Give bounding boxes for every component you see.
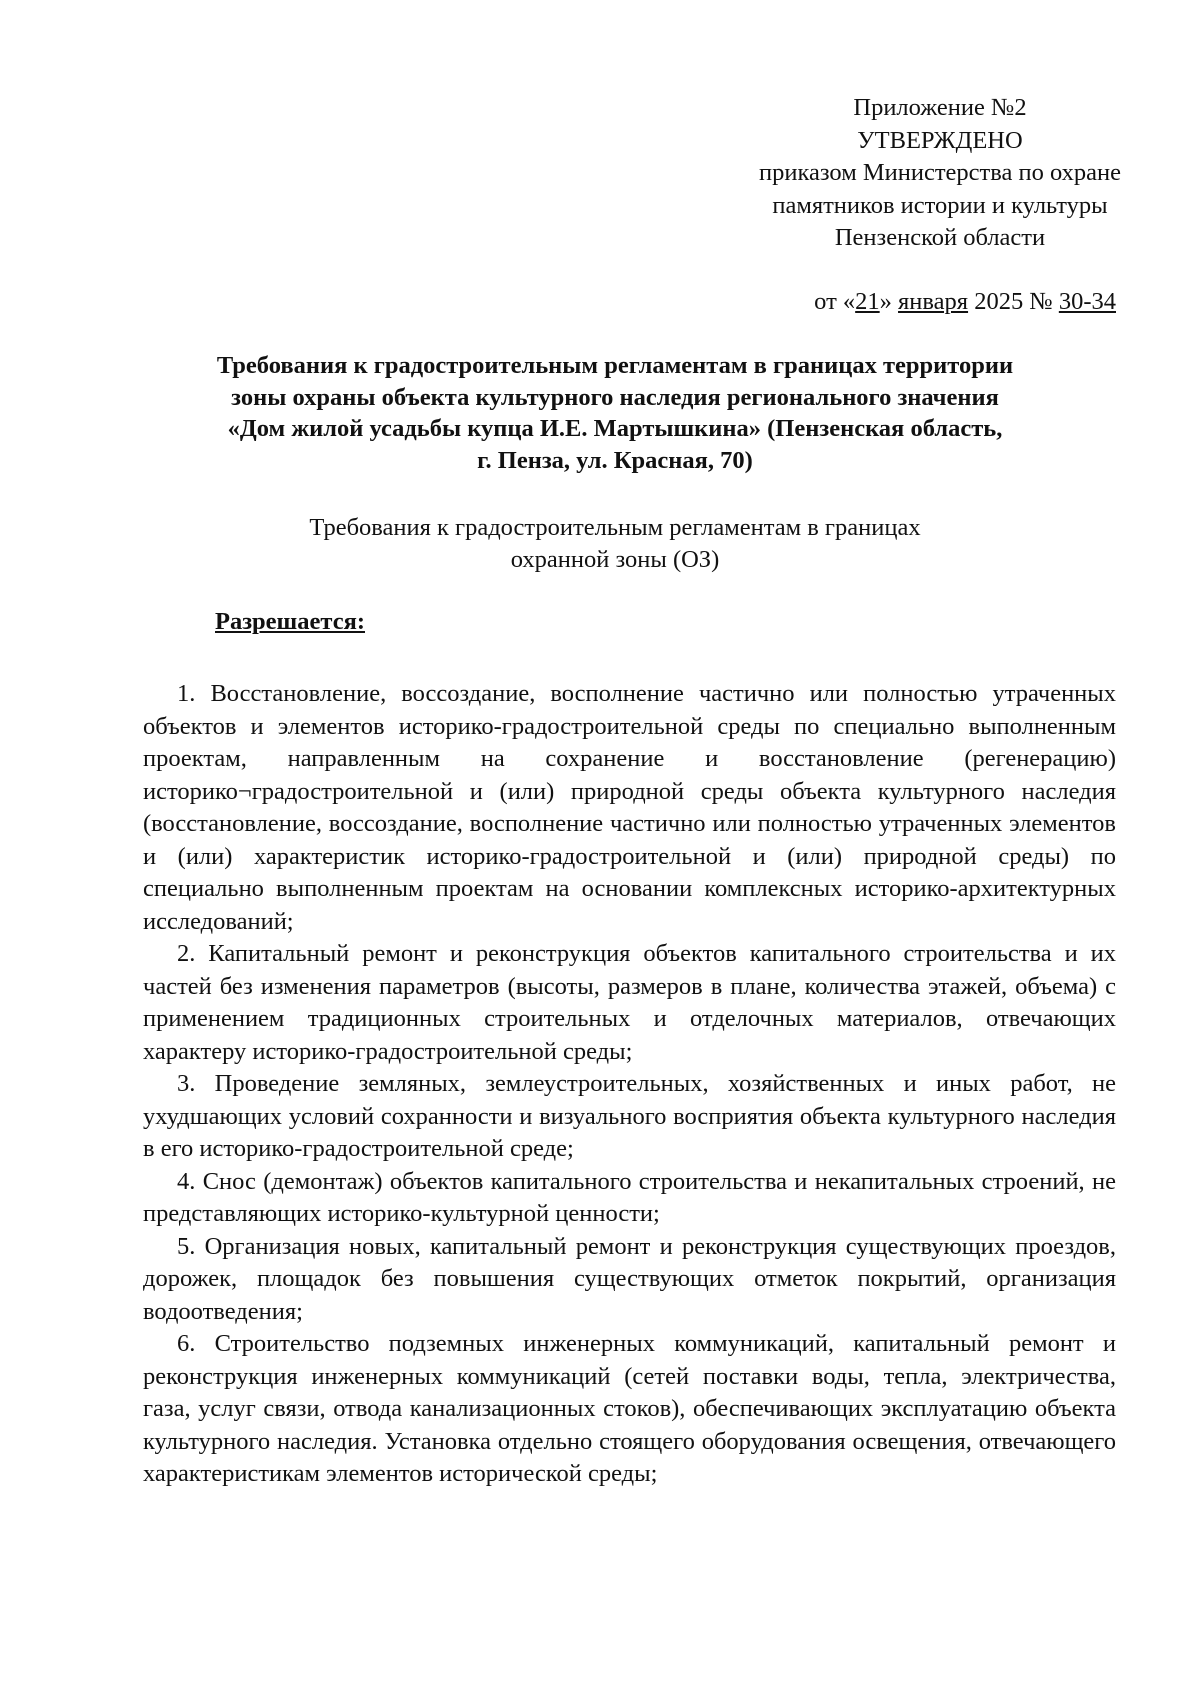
title-line-2: зоны охраны объекта культурного наследия регионального значения bbox=[231, 383, 999, 411]
date-day: 21 bbox=[855, 287, 880, 315]
list-item: 2. Капитальный ремонт и реконструкция объектов капитального строительства и их частей без изменения параметров (высоты, размеров в плане, количества этажей, объема) с применением традиционных строительных и отделочных материалов, отвечающих характеру историко-градостроительной среды; bbox=[143, 940, 1116, 1065]
list-item: 6. Строительство подземных инженерных коммуникаций, капитальный ремонт и реконструкция инженерных коммуникаций (сетей поставки воды, тепла, электричества, газа, услуг связи, отвода канализационных стоков), обеспечивающих эксплуатацию объекта культурного наследия. Установка отдельно стоящего оборудования освещения, отвечающего характеристикам элементов исторической среды; bbox=[143, 1330, 1116, 1487]
order-line-1: приказом Министерства по охране bbox=[759, 159, 1121, 186]
order-line-3: Пензенской области bbox=[834, 224, 1046, 251]
document-title bbox=[130, 350, 1100, 476]
order-line-2: памятников истории и культуры bbox=[772, 191, 1108, 219]
order-number: 30-34 bbox=[1058, 287, 1116, 315]
items-list bbox=[143, 678, 1116, 1491]
approved-label: УТВЕРЖДЕНО bbox=[857, 126, 1023, 154]
subtitle-line-2: охранной зоны (ОЗ) bbox=[510, 545, 720, 573]
list-item: 1. Восстановление, воссоздание, восполнение частично или полностью утраченных объектов и элементов историко-градостроительной среды по специально выполненным проектам, направленным на сохранение и восстановление (регенерацию) историко¬градостроительной и (или) природной среды объекта культурного наследия (восстановление, воссоздание, восполнение частично или полностью утраченных элементов и (или) характеристик историко-градостроительной и (или) природной среды) по специально выполненным проектам на основании комплексных историко-архитектурных исследований; bbox=[143, 680, 1116, 935]
section-heading: Разрешается: bbox=[215, 608, 365, 635]
list-item: 5. Организация новых, капитальный ремонт и реконструкция существующих проездов, дорожек, площадок без повышения существующих отметок покрытий, организация водоотведения; bbox=[143, 1232, 1116, 1325]
order-date-line bbox=[720, 286, 1160, 319]
list-item: 3. Проведение земляных, землеустроительных, хозяйственных и иных работ, не ухудшающих условий сохранности и визуального восприятия объекта культурного наследия в его историко-градостроительной среде; bbox=[143, 1070, 1116, 1162]
date-prefix: от « bbox=[814, 287, 856, 315]
approval-block bbox=[720, 92, 1160, 318]
date-month: января bbox=[898, 287, 969, 315]
appendix-label: Приложение №2 bbox=[853, 94, 1027, 121]
date-year: 2025 № bbox=[968, 287, 1059, 315]
subtitle-line-1: Требования к градостроительным регламентам в границах bbox=[309, 514, 921, 541]
title-line-4: г. Пенза, ул. Красная, 70) bbox=[477, 446, 753, 474]
list-item: 4. Снос (демонтаж) объектов капитального строительства и некапитальных строений, не представляющих историко-культурной ценности; bbox=[143, 1167, 1116, 1227]
date-mid: » bbox=[879, 287, 899, 315]
title-line-3: «Дом жилой усадьбы купца И.Е. Мартышкина» (Пензенская область, bbox=[227, 415, 1003, 442]
title-line-1: Требования к градостроительным регламентам в границах территории bbox=[216, 352, 1014, 379]
document-subtitle bbox=[130, 512, 1100, 575]
